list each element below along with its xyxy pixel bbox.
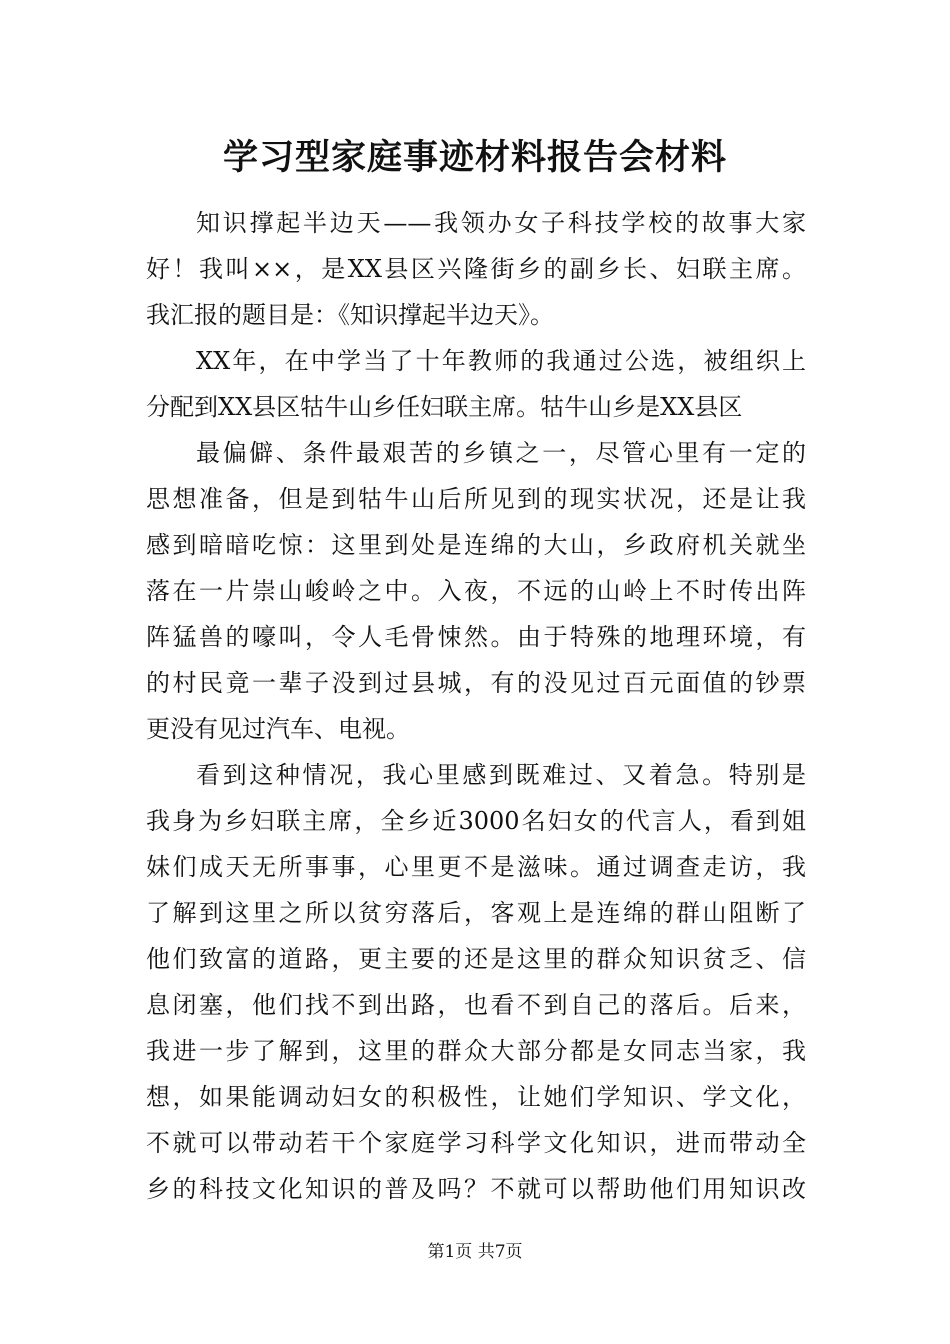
paragraph-line: 的村民竟一辈子没到过县城，有的没见过百元面值的钞票 [146,669,806,697]
paragraph-line: XX年，在中学当了十年教师的我通过公选，被组织上 [196,347,806,375]
paragraph-line: 知识撑起半边天——我领办女子科技学校的故事大家 [196,209,806,237]
paragraph-line: 妹们成天无所事事，心里更不是滋味。通过调查走访，我 [146,853,806,881]
paragraph-line: 息闭塞，他们找不到出路，也看不到自己的落后。后来， [146,991,806,1019]
paragraph-line: 最偏僻、条件最艰苦的乡镇之一，尽管心里有一定的 [196,439,806,467]
paragraph-line: 阵猛兽的嚎叫，令人毛骨悚然。由于特殊的地理环境，有 [146,623,806,651]
paragraph-line: 思想准备，但是到牯牛山后所见到的现实状况，还是让我 [146,485,806,513]
paragraph-line: 好！我叫××，是XX县区兴隆街乡的副乡长、妇联主席。 [146,255,806,283]
paragraph-line: 分配到XX县区牯牛山乡任妇联主席。牯牛山乡是XX县区 [146,393,743,421]
paragraph-line: 不就可以带动若干个家庭学习科学文化知识，进而带动全 [146,1129,806,1157]
paragraph-line: 感到暗暗吃惊：这里到处是连绵的大山，乡政府机关就坐 [146,531,806,559]
paragraph-line: 我身为乡妇联主席，全乡近3000名妇女的代言人，看到姐 [146,807,806,835]
paragraph-line: 落在一片崇山峻岭之中。入夜，不远的山岭上不时传出阵 [146,577,806,605]
paragraph-line: 乡的科技文化知识的普及吗？不就可以帮助他们用知识改 [146,1175,806,1203]
document-title: 学习型家庭事迹材料报告会材料 [222,137,727,178]
paragraph-line: 他们致富的道路，更主要的还是这里的群众知识贫乏、信 [146,945,806,973]
paragraph-line: 我进一步了解到，这里的群众大部分都是女同志当家，我 [146,1037,806,1065]
paragraph-line: 了解到这里之所以贫穷落后，客观上是连绵的群山阻断了 [146,899,806,927]
paragraph-line: 看到这种情况，我心里感到既难过、又着急。特别是 [196,761,806,789]
paragraph-line: 更没有见过汽车、电视。 [146,715,410,743]
paragraph-line: 想，如果能调动妇女的积极性，让她们学知识、学文化， [146,1083,806,1111]
paragraph-line: 我汇报的题目是：《知识撑起半边天》。 [146,301,554,329]
page-number: 第1页 共7页 [427,1242,523,1262]
